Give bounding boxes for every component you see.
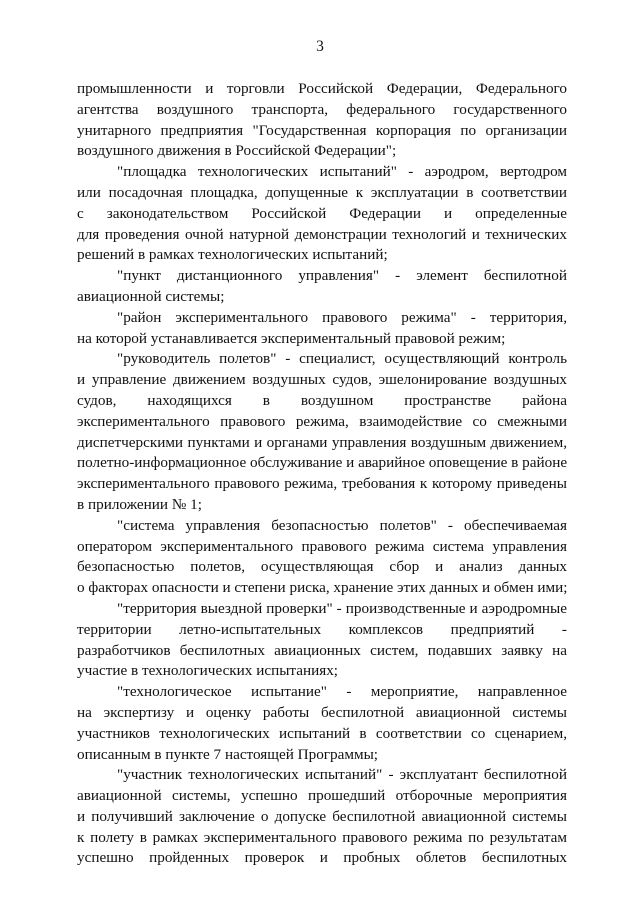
text-line: "пункт дистанционного управления" - элемент беспилотной (117, 267, 567, 285)
text-line: участие в технологических испытаниях; (77, 662, 339, 680)
paragraph (77, 765, 567, 869)
paragraph (77, 162, 567, 266)
text-line: для проведения очной натурной демонстрации технологий и технических (77, 225, 567, 243)
paragraph (77, 79, 567, 162)
paragraph (77, 308, 567, 350)
text-line: с законодательством Российской Федерации и определенные (77, 204, 567, 222)
text-line: о факторах опасности и степени риска, хранение этих данных и обмен ими; (77, 579, 567, 597)
text-line: судов, находящихся в воздушном пространстве района (77, 391, 567, 409)
paragraph (77, 516, 567, 599)
text-line: "территория выездной проверки" - производственные и аэродромные (117, 599, 567, 617)
paragraph (77, 266, 567, 308)
text-line: и получивший заключение о допуске беспилотной авиационной системы (77, 807, 567, 825)
text-line: оператором экспериментального правового режима система управления (77, 537, 567, 555)
text-line: безопасностью полетов, осуществляющая сбор и анализ данных (77, 558, 567, 576)
text-line: "технологическое испытание" - мероприятие, направленное (117, 683, 567, 701)
text-line: экспериментального правового режима, требования к которому приведены (77, 475, 567, 493)
text-line: воздушного движения в Российской Федерации"; (77, 142, 397, 160)
text-line: унитарного предприятия "Государственная корпорация по организации (77, 121, 567, 139)
text-line: участников технологических испытаний в соответствии со сценарием, (77, 724, 567, 742)
text-line: авиационной системы, успешно прошедший отборочные мероприятия (77, 787, 567, 805)
text-line: "система управления безопасностью полетов" - обеспечиваемая (117, 516, 567, 534)
text-line: описанным в пункте 7 настоящей Программы; (77, 745, 379, 763)
text-line: на экспертизу и оценку работы беспилотной авиационной системы (77, 703, 567, 721)
text-line: в приложении № 1; (77, 495, 202, 513)
text-line: и управление движением воздушных судов, эшелонирование воздушных (77, 371, 567, 389)
paragraph (77, 349, 567, 515)
text-line: агентства воздушного транспорта, федерального государственного (77, 100, 567, 118)
text-line: решений в рамках технологических испытаний; (77, 246, 388, 264)
paragraph (77, 682, 567, 765)
text-line: территории летно-испытательных комплексов предприятий - (77, 620, 567, 638)
text-line: "участник технологических испытаний" - эксплуатант беспилотной (117, 766, 567, 784)
text-line: "руководитель полетов" - специалист, осуществляющий контроль (117, 350, 567, 368)
body-text (77, 79, 567, 869)
text-line: полетно-информационное обслуживание и аварийное оповещение в районе (77, 454, 567, 472)
text-line: промышленности и торговли Российской Федерации, Федерального (77, 80, 567, 97)
text-line: успешно пройденных проверок и пробных облетов беспилотных (77, 849, 567, 867)
text-line: разработчиков беспилотных авиационных систем, подавших заявку на (77, 641, 567, 659)
text-line: экспериментального правового режима, взаимодействие со смежными (77, 412, 567, 430)
text-line: "площадка технологических испытаний" - аэродром, вертодром (117, 163, 567, 181)
text-line: диспетчерскими пунктами и органами управления воздушным движением, (77, 433, 567, 451)
page-number: 3 (316, 38, 324, 55)
text-line: "район экспериментального правового режима" - территория, (117, 308, 567, 326)
paragraph (77, 599, 567, 682)
text-line: авиационной системы; (77, 287, 225, 305)
text-line: или посадочная площадка, допущенные к эксплуатации в соответствии (77, 183, 567, 201)
text-line: к полету в рамках экспериментального правового режима по результатам (77, 828, 567, 846)
text-line: на которой устанавливается экспериментальный правовой режим; (77, 329, 506, 347)
